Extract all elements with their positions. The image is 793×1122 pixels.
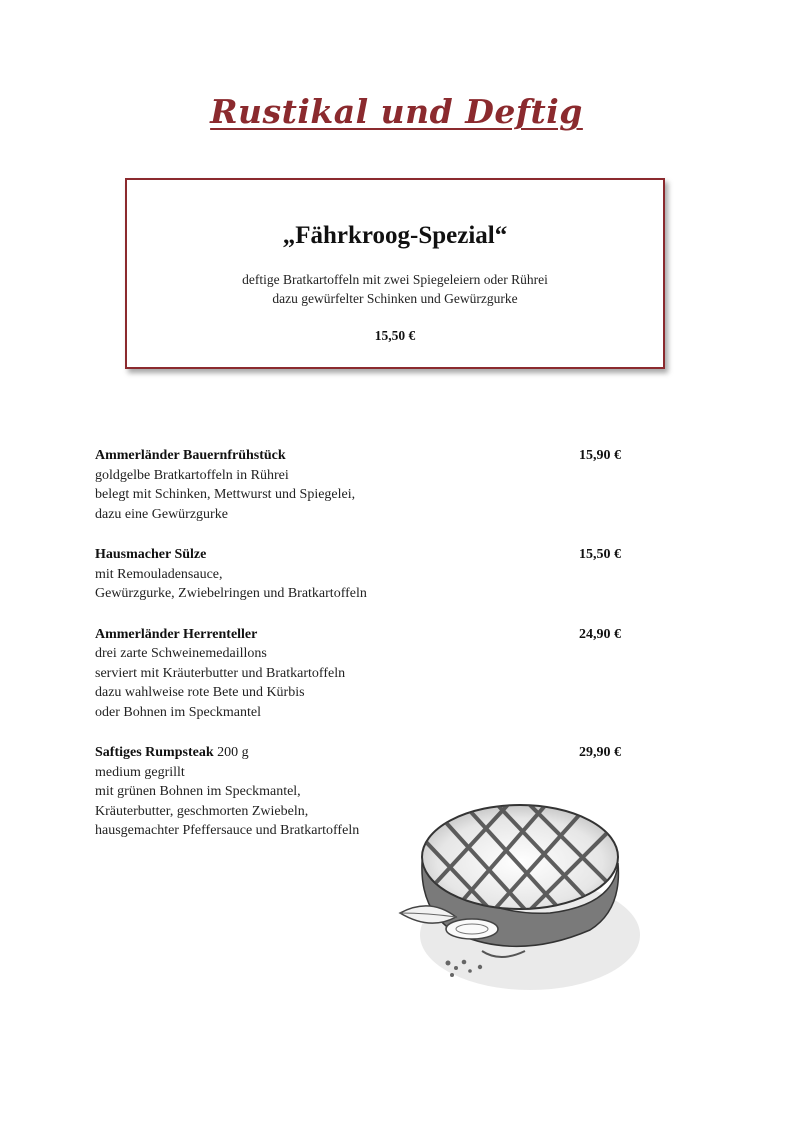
menu-item-price: 15,50 €: [579, 547, 621, 562]
menu-item-header: [95, 743, 625, 763]
menu-item-line: mit grünen Bohnen im Speckmantel,: [95, 784, 301, 799]
menu-item-line: medium gegrillt: [95, 764, 185, 780]
menu-item-line: goldgelbe Bratkartoffeln in Rührei: [95, 467, 289, 483]
menu-item-header: [95, 446, 625, 466]
menu-item: [95, 625, 625, 723]
steak-illustration-icon: [390, 785, 640, 1005]
menu-item-name: Ammerländer Herrenteller: [95, 626, 258, 642]
special-description: [127, 270, 663, 308]
menu-item-price: 24,90 €: [579, 626, 621, 642]
menu-item: [95, 545, 625, 604]
menu-item: [95, 446, 625, 524]
menu-item-line: Gewürzgurke, Zwiebelringen und Bratkartoffeln: [95, 586, 367, 601]
menu-item-line: oder Bohnen im Speckmantel: [95, 704, 262, 720]
menu-item-header: [95, 625, 625, 645]
menu-item-line: serviert mit Kräuterbutter und Bratkartoffeln: [95, 665, 346, 681]
special-name: „Fährkroog-Spezial“: [282, 222, 508, 249]
special-description-line: dazu gewürfelter Schinken und Gewürzgurke: [272, 291, 518, 306]
special-price: 15,50 €: [374, 328, 416, 343]
menu-item-name: Ammerländer Bauernfrühstück: [95, 448, 286, 463]
menu-item-line: hausgemachter Pfeffersauce und Bratkartoffeln: [95, 823, 360, 838]
menu-item-price: 29,90 €: [579, 745, 621, 760]
special-offer-box: [125, 178, 665, 369]
menu-item-line: dazu eine Gewürzgurke: [95, 506, 228, 522]
menu-item-line: belegt mit Schinken, Mettwurst und Spiegelei,: [95, 487, 356, 502]
menu-item-line: dazu wahlweise rote Bete und Kürbis: [95, 685, 305, 700]
menu-item-name: Saftiges Rumpsteak: [95, 745, 214, 760]
menu-item-name: Hausmacher Sülze: [95, 547, 207, 562]
menu-item-line: drei zarte Schweinemedaillons: [95, 646, 267, 661]
menu-item-line: Kräuterbutter, geschmorten Zwiebeln,: [95, 803, 309, 819]
special-description-line: deftige Bratkartoffeln mit zwei Spiegeleiern oder Rührei: [242, 272, 548, 287]
menu-item-price: 15,90 €: [579, 448, 621, 463]
menu-item-name-extra: 200 g: [213, 745, 249, 760]
menu-item-line: mit Remouladensauce,: [95, 566, 223, 582]
page-title: Rustikal und Deftig: [210, 92, 583, 131]
menu-item-header: [95, 545, 625, 565]
